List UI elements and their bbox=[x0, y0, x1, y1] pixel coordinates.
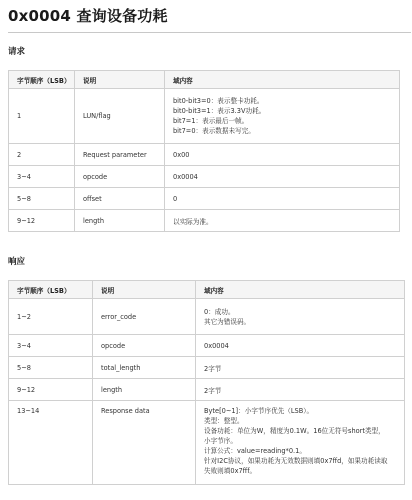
request-table bbox=[8, 70, 400, 232]
table-row bbox=[9, 89, 400, 144]
table-row bbox=[9, 335, 405, 357]
table-row bbox=[9, 188, 400, 210]
page-title: 0x0004 查询设备功耗 bbox=[8, 7, 168, 25]
content-cell bbox=[196, 299, 405, 335]
content-line: bit0-bit3=1：表示3.3V功耗。 bbox=[173, 107, 266, 115]
byte-order-cell: 5~8 bbox=[9, 357, 93, 379]
description-cell: total_length bbox=[93, 357, 196, 379]
content-line: 其它为错误码。 bbox=[204, 317, 251, 326]
description-cell: error_code bbox=[93, 299, 196, 335]
byte-order-cell: 5~8 bbox=[9, 188, 75, 210]
content-cell: 0x0004 bbox=[165, 166, 400, 188]
column-header: 字节顺序（LSB） bbox=[9, 281, 93, 299]
content-line: 针对I2C协议，如果功耗为无效数据则填0x7ffd，如果功耗读取 bbox=[204, 457, 388, 465]
column-header: 域内容 bbox=[165, 71, 400, 89]
request-heading: 请求 bbox=[8, 47, 26, 57]
content-line: 设备功耗：单位为W，精度为0.1W。16位无符号short类型， bbox=[204, 427, 385, 435]
content-cell: 0x00 bbox=[165, 144, 400, 166]
table-header-row bbox=[9, 281, 405, 299]
description-cell: length bbox=[75, 210, 165, 232]
byte-order-cell: 2 bbox=[9, 144, 75, 166]
byte-order-cell: 1 bbox=[9, 89, 75, 144]
content-cell bbox=[196, 401, 405, 485]
table-row bbox=[9, 379, 405, 401]
content-cell: 0 bbox=[165, 188, 400, 210]
content-cell bbox=[165, 89, 400, 144]
column-header: 说明 bbox=[93, 281, 196, 299]
content-line: bit7=1：表示最后一帧。 bbox=[173, 117, 249, 125]
content-cell: 0x0004 bbox=[196, 335, 405, 357]
description-cell: opcode bbox=[75, 166, 165, 188]
description-cell: Request parameter bbox=[75, 144, 165, 166]
description-cell: offset bbox=[75, 188, 165, 210]
table-header-row bbox=[9, 71, 400, 89]
byte-order-cell: 3~4 bbox=[9, 166, 75, 188]
description-cell: opcode bbox=[93, 335, 196, 357]
content-line: 小字节序。 bbox=[204, 437, 237, 445]
description-cell: Response data bbox=[93, 401, 196, 485]
content-line: 计算公式：value=reading*0.1。 bbox=[204, 447, 306, 455]
response-heading: 响应 bbox=[8, 257, 26, 267]
content-line: 失败则填0x7fff。 bbox=[204, 467, 257, 475]
content-line: bit0-bit3=0：表示整卡功耗。 bbox=[173, 97, 264, 105]
byte-order-cell: 3~4 bbox=[9, 335, 93, 357]
table-row bbox=[9, 166, 400, 188]
title-divider bbox=[8, 32, 411, 33]
table-row bbox=[9, 144, 400, 166]
description-cell: LUN/flag bbox=[75, 89, 165, 144]
byte-order-cell: 9~12 bbox=[9, 210, 75, 232]
content-cell: 以实际为准。 bbox=[165, 210, 400, 232]
table-row bbox=[9, 357, 405, 379]
byte-order-cell: 1~2 bbox=[9, 299, 93, 335]
table-row bbox=[9, 299, 405, 335]
content-line: bit7=0：表示数据未写完。 bbox=[173, 127, 255, 135]
byte-order-cell: 13~14 bbox=[9, 401, 93, 485]
column-header: 说明 bbox=[75, 71, 165, 89]
table-row bbox=[9, 401, 405, 485]
table-row bbox=[9, 210, 400, 232]
byte-order-cell: 9~12 bbox=[9, 379, 93, 401]
content-cell: 2字节 bbox=[196, 357, 405, 379]
content-line: Byte[0~1]：小字节序优先（LSB）。 bbox=[204, 407, 314, 415]
content-line: 类型：整型。 bbox=[204, 417, 244, 425]
column-header: 域内容 bbox=[196, 281, 405, 299]
response-table bbox=[8, 280, 405, 485]
content-line: 0：成功。 bbox=[204, 307, 235, 316]
column-header: 字节顺序（LSB） bbox=[9, 71, 75, 89]
content-cell: 2字节 bbox=[196, 379, 405, 401]
description-cell: length bbox=[93, 379, 196, 401]
